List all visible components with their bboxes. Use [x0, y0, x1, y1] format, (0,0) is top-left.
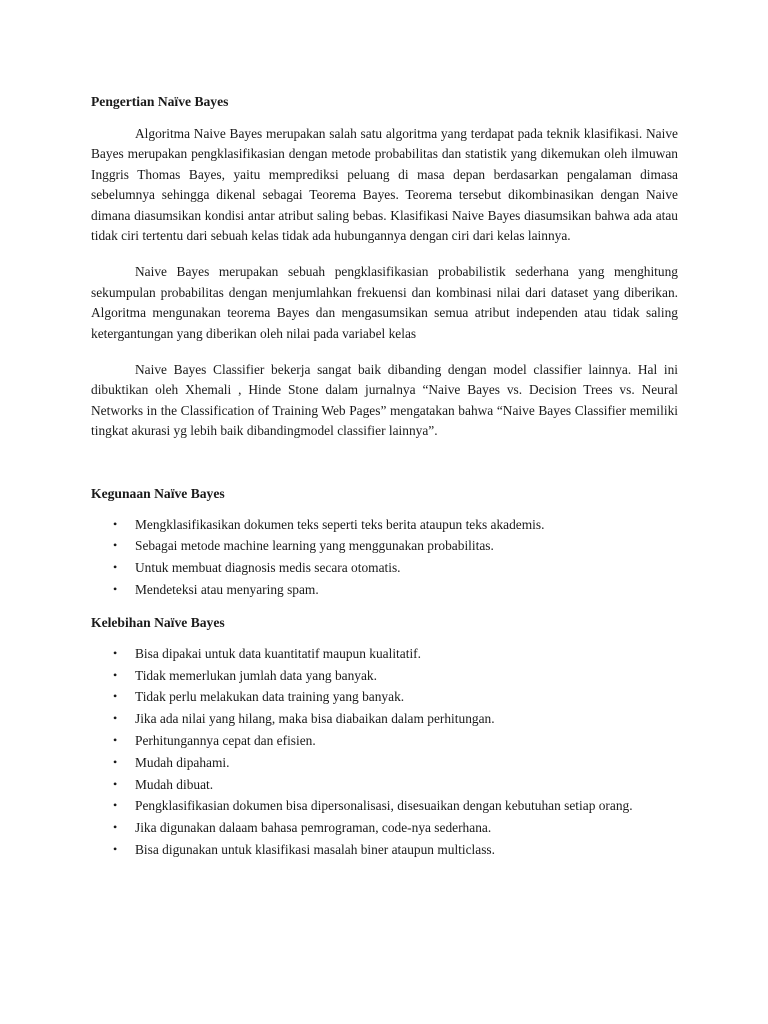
bullet-icon: •	[113, 582, 118, 597]
list-item	[91, 579, 678, 601]
list-item-text: Mendeteksi atau menyaring spam.	[135, 582, 319, 598]
list-item	[91, 708, 678, 730]
section-heading-kegunaan: Kegunaan Naïve Bayes	[91, 485, 225, 501]
list-item	[91, 752, 678, 774]
list-item	[91, 730, 678, 752]
bullet-icon: •	[113, 689, 118, 704]
bullet-icon: •	[113, 538, 118, 553]
kelebihan-list	[91, 643, 678, 861]
list-item-text: Pengklasifikasian dokumen bisa dipersonalisasi, disesuaikan dengan kebutuhan setiap orang.	[135, 798, 633, 814]
bullet-icon: •	[113, 776, 118, 791]
list-item	[91, 795, 678, 817]
section-heading-pengertian: Pengertian Naïve Bayes	[91, 94, 229, 109]
document-page	[91, 92, 678, 861]
list-item	[91, 839, 678, 861]
list-item-text: Bisa dipakai untuk data kuantitatif maupun kualitatif.	[135, 645, 421, 661]
list-item-text: Tidak perlu melakukan data training yang banyak.	[135, 689, 405, 705]
bullet-icon: •	[113, 516, 118, 531]
bullet-icon: •	[113, 667, 118, 682]
list-item	[91, 643, 678, 665]
kegunaan-list	[91, 514, 678, 601]
bullet-icon: •	[113, 733, 118, 748]
section-heading-kelebihan: Kelebihan Naïve Bayes	[91, 614, 225, 630]
list-item-text: Sebagai metode machine learning yang menggunakan probabilitas.	[135, 538, 494, 554]
list-item-text: Mudah dipahami.	[135, 754, 230, 770]
list-item-text: Untuk membuat diagnosis medis secara otomatis.	[135, 560, 401, 576]
list-item	[91, 817, 678, 839]
list-item	[91, 665, 678, 687]
paragraph-pengertian-1: Algoritma Naive Bayes merupakan salah satu algoritma yang terdapat pada teknik klasifikasi. Naive Bayes merupakan pengklasifikasian dengan metode probabilitas dan statistik yang dikemukan oleh ilmuwan Inggris Thomas Bayes, yaitu memprediksi peluang di masa depan berdasarkan pengalaman dimasa sebelumnya sehingga dikenal sebagai Teorema Bayes. Teorema tersebut dikombinasikan dengan Naive dimana diasumsikan kondisi antar atribut saling bebas. Klasifikasi Naive Bayes diasumsikan bahwa ada atau tidak ciri tertentu dari sebuah kelas tidak ada hubungannya dengan ciri dari kelas lainnya.	[91, 126, 678, 244]
paragraph-pengertian-3: Naive Bayes Classifier bekerja sangat baik dibanding dengan model classifier lainnya. Hal ini dibuktikan oleh Xhemali , Hinde Stone dalam jurnalnya “Naive Bayes vs. Decision Trees vs. Neural Networks in the Classification of Training Web Pages” mengatakan bahwa “Naive Bayes Classifier memiliki tingkat akurasi yg lebih baik dibandingmodel classifier lainnya”.	[91, 362, 678, 439]
list-item	[91, 535, 678, 557]
list-item-text: Mengklasifikasikan dokumen teks seperti teks berita ataupun teks akademis.	[135, 516, 545, 532]
list-item-text: Jika digunakan dalaam bahasa pemrograman, code-nya sederhana.	[135, 820, 492, 836]
list-item	[91, 686, 678, 708]
list-item-text: Mudah dibuat.	[135, 776, 214, 792]
list-item-text: Tidak memerlukan jumlah data yang banyak.	[135, 667, 377, 683]
bullet-icon: •	[113, 798, 118, 813]
bullet-icon: •	[113, 560, 118, 575]
list-item-text: Bisa digunakan untuk klasifikasi masalah biner ataupun multiclass.	[135, 842, 495, 858]
paragraph-pengertian-2: Naive Bayes merupakan sebuah pengklasifikasian probabilistik sederhana yang menghitung sekumpulan probabilitas dengan menjumlahkan frekuensi dan kombinasi nilai dari dataset yang diberikan. Algoritma mengunakan teorema Bayes dan mengasumsikan semua atribut independen atau tidak saling ketergantungan yang diberikan oleh nilai pada variabel kelas	[91, 264, 678, 341]
bullet-icon: •	[113, 754, 118, 769]
bullet-icon: •	[113, 820, 118, 835]
list-item	[91, 514, 678, 536]
list-item	[91, 774, 678, 796]
bullet-icon: •	[113, 711, 118, 726]
bullet-icon: •	[113, 645, 118, 660]
list-item-text: Jika ada nilai yang hilang, maka bisa diabaikan dalam perhitungan.	[135, 711, 495, 727]
bullet-icon: •	[113, 842, 118, 857]
list-item	[91, 557, 678, 579]
list-item-text: Perhitungannya cepat dan efisien.	[135, 733, 316, 749]
